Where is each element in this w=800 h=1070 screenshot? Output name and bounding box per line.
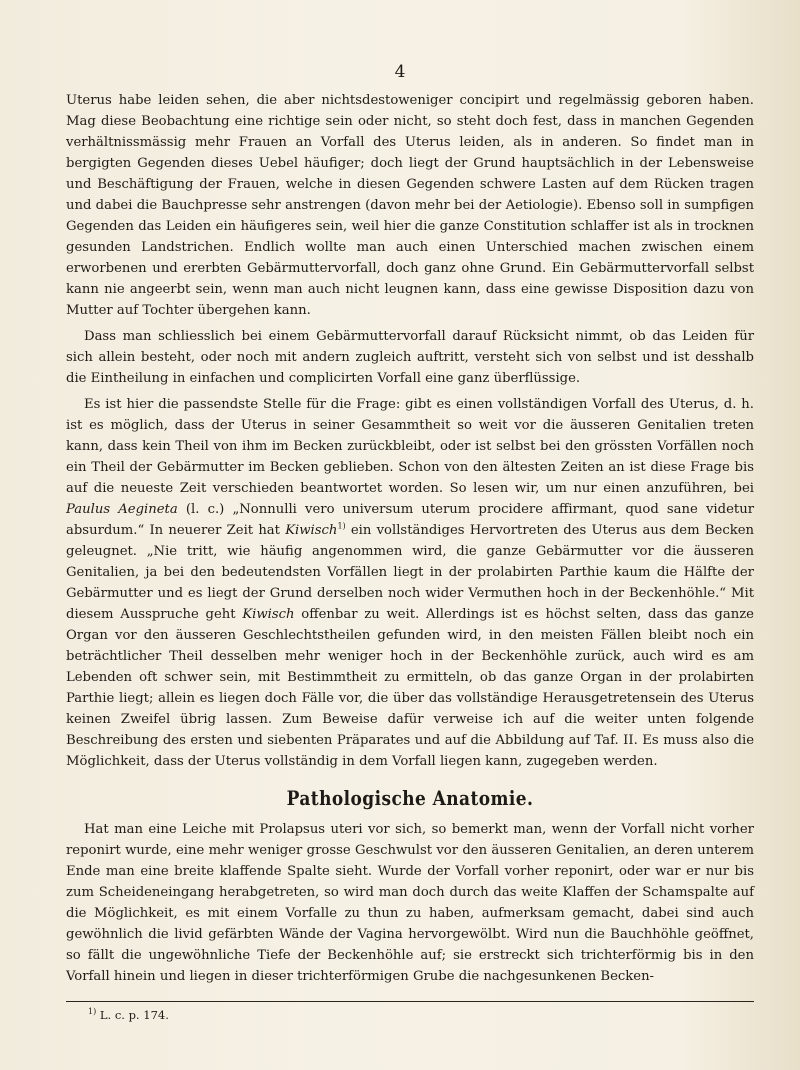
footnote-marker: 1) <box>88 1007 97 1017</box>
paragraph-2: Dass man schliesslich bei einem Gebärmuttervorfall darauf Rücksicht nimmt, ob das Leiden für sich allein besteht, oder noch mit andern zugleich auftritt, versteht sich von selbst und ist desshalb die Eintheilung in einfachen und complicirten Vorfall eine ganz überflüssige. <box>66 329 754 386</box>
page-number: 4 <box>394 62 406 82</box>
author-name-kiwisch: Kiwisch <box>285 523 338 538</box>
body-text <box>66 90 754 992</box>
footnote-reference: 1) <box>337 521 346 531</box>
footnote-divider <box>66 1001 754 1002</box>
paragraph-3-text: Es ist hier die passendste Stelle für die Frage: gibt es einen vollständigen Vorfall des Uterus, d. h. ist es möglich, dass der Uterus in seiner Gesammtheit so weit vor die äusseren Genitalien treten kann, dass kein Theil von ihm im Becken zurückbleibt, oder ist selbst bei den grössten Vorfällen noch ein Theil der Gebärmutter im Becken geblieben. Schon von den ältesten Zeiten an ist diese Frage bis auf die neueste Zeit verschieden beantwortet worden. So lesen wir, um nur einen anzuführen, bei <box>66 397 754 496</box>
paragraph-3-text: ein vollständiges Hervortreten des Uterus aus dem Becken geleugnet. „Nie tritt, wie häufig angenommen wird, die ganze Gebärmutter vor die äusseren Genitalien, ja bei den bedeutendsten Vorfällen liegt in der prolabirten Parthie kaum die Hälfte der Gebärmutter und es liegt der Grund derselben noch wider Vermuthen hoch in der Beckenhöhle.“ Mit diesem Ausspruche geht <box>66 523 754 622</box>
paragraph-3-text: (l. c.) „Nonnulli vero universum uterum procidere affirmant, quod sane videtur absurdum.“ In neuerer Zeit hat <box>66 502 754 538</box>
paragraph-1: Uterus habe leiden sehen, die aber nichtsdestoweniger concipirt und regelmässig geboren haben. Mag diese Beobachtung eine richtige sein oder nicht, so steht doch fest, dass in manchen Gegenden verhältnissmässig mehr Frauen an Vorfall des Uterus leiden, als in anderen. So findet man in bergigten Gegenden dieses Uebel häufiger; doch liegt der Grund hauptsächlich in der Lebensweise und Beschäftigung der Frauen, welche in diesen Gegenden schwere Lasten auf dem Rücken tragen und dabei die Bauchpresse sehr anstrengen (davon mehr bei der Aetiologie). Ebenso soll in sumpfigen Gegenden das Leiden ein häufigeres sein, weil hier die ganze Constitution schlaffer ist als in trocknen gesunden Landstrichen. Endlich wollte man auch einen Unterschied machen zwischen einem erworbenen und ererbten Gebärmuttervorfall, doch ganz ohne Grund. Ein Gebärmuttervorfall selbst kann nie angeerbt sein, wenn man auch nicht leugnen kann, dass eine gewisse Disposition dazu von Mutter auf Tochter übergehen kann. <box>66 93 754 318</box>
paragraph-4: Hat man eine Leiche mit Prolapsus uteri vor sich, so bemerkt man, wenn der Vorfall nicht vorher reponirt wurde, eine mehr weniger grosse Geschwulst vor den äusseren Genitalien, an deren unterem Ende man eine breite klaffende Spalte sieht. Wurde der Vorfall vorher reponirt, oder war er nur bis zum Scheideneingang herabgetreten, so wird man doch durch das weite Klaffen der Schamspalte auf die Möglichkeit, es mit einem Vorfalle zu thun zu haben, aufmerksam gemacht, dabei sind auch gewöhnlich die livid gefärbten Wände der Vagina hervorgewölbt. Wird nun die Bauchhöhle geöffnet, so fällt die ungewöhnliche Tiefe der Beckenhöhle auf; sie erstreckt sich trichterförmig bis in den Vorfall hinein und liegen in dieser trichterförmigen Grube die nachgesunkenen Becken- <box>66 822 754 984</box>
author-name-kiwisch: Kiwisch <box>242 607 295 622</box>
footnote <box>88 1007 169 1023</box>
footnote-text: L. c. p. 174. <box>99 1008 169 1022</box>
author-name-paulus-aegineta: Paulus Aegineta <box>66 502 178 517</box>
paragraph-3 <box>66 394 754 772</box>
section-heading: Pathologische Anatomie. <box>286 786 534 810</box>
paragraph-3-text: offenbar zu weit. Allerdings ist es höchst selten, dass das ganze Organ vor den äusseren Geschlechtstheilen gefunden wird, in den meisten Fällen bleibt noch ein beträchtlicher Theil desselben mehr weniger hoch in der Beckenhöhle zurück, auch wird es am Lebenden oft schwer sein, mit Bestimmtheit zu ermitteln, ob das ganze Organ in der prolabirten Parthie liegt; allein es liegen doch Fälle vor, die über das vollständige Herausgetretensein des Uterus keinen Zweifel übrig lassen. Zum Beweise dafür verweise ich auf die weiter unten folgende Beschreibung des ersten und siebenten Präparates und auf die Abbildung auf Taf. II. Es muss also die Möglichkeit, dass der Uterus vollständig in dem Vorfall liegen kann, zugegeben werden. <box>66 607 754 769</box>
